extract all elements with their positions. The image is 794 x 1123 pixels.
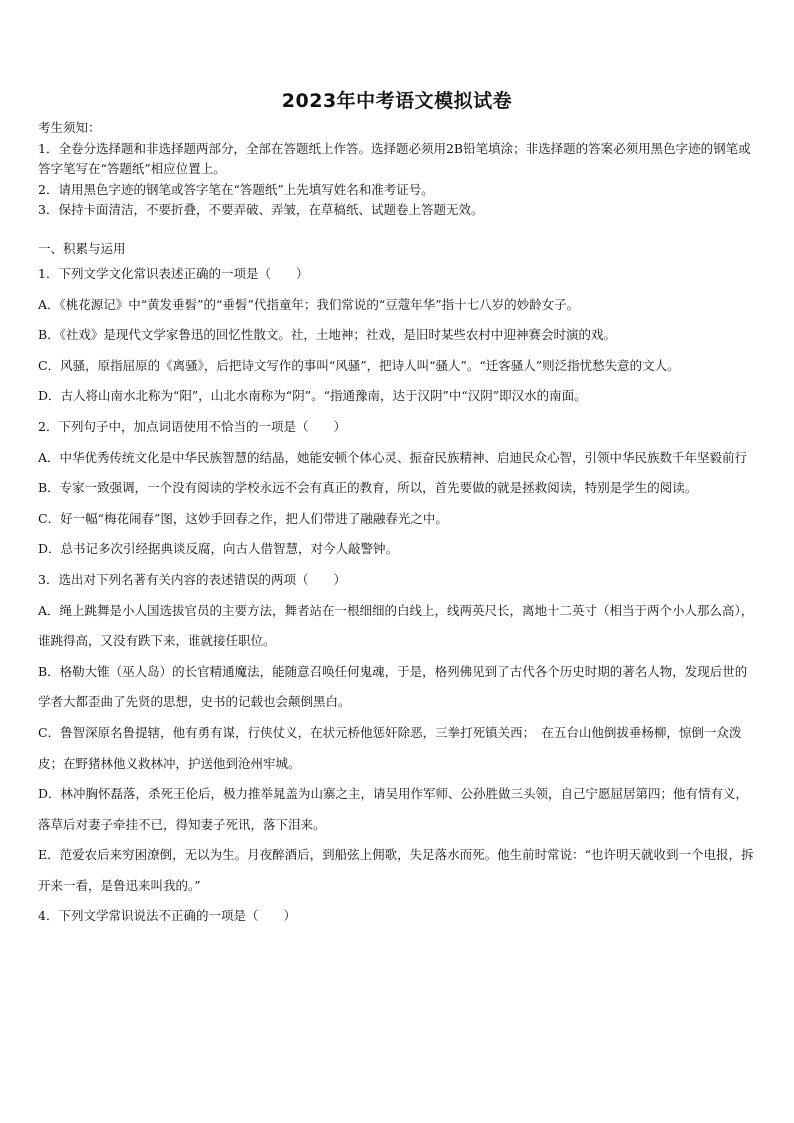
question-3	[38, 565, 756, 902]
page-content	[38, 118, 756, 932]
notice-item-2: 2．请用黑色字迹的钢笔或答字笔在“答题纸”上先填写姓名和准考证号。	[38, 181, 434, 197]
option-e: E．范爱农后来穷困潦倒，无以为生。月夜醉酒后，到船弦上佣歌，失足落水而死。他生前时常说：“也许明天就收到一个电报，拆开来一看，是鲁迅来叫我的。”	[38, 847, 754, 893]
question-1	[38, 259, 756, 412]
notice-item-1: 1．全卷分选择题和非选择题两部分，全部在答题纸上作答。选择题必须用2B铅笔填涂；非选择题的答案必须用黑色字迹的钢笔或答字笔写在“答题纸”相应位置上。	[38, 140, 751, 176]
question-4	[38, 901, 756, 932]
option-d: D．古人将山南水北称为“阳”，山北水南称为“阴”。“指通豫南，达于汉阴”中“汉阴”即汉水的南面。	[38, 388, 587, 404]
option-b: B．格勒大锥（巫人岛）的长官精通魔法，能随意召唤任何鬼魂，于是，格列佛见到了古代各个历史时期的著名人物，发现后世的学者大都歪曲了先贤的思想，史书的记载也会颠倒黑白。	[38, 663, 748, 710]
question-stem: 4．下列文学常识说法不正确的一项是（ ）	[38, 908, 296, 924]
option-b: B．专家一致强调，一个没有阅读的学校永远不会有真正的教育，所以，首先要做的就是拯救阅读，特别是学生的阅读。	[38, 480, 698, 496]
question-stem: 1．下列文学文化常识表述正确的一项是（ ）	[38, 266, 309, 281]
option-c: C．鲁智深原名鲁提辖，他有勇有谋，行侠仗义，在状元桥他惩奸除恶，三拳打死镇关西； 在五台山他倒拔垂杨柳，惊倒一众泼皮；在野猪林他义救林冲，护送他到沧州牢城。	[38, 724, 742, 771]
option-c: C．好一幅“梅花闹春”图，这妙手回春之作，把人们带进了融融春光之中。	[38, 510, 448, 526]
question-stem: 3．选出对下列名著有关内容的表述错误的两项（ ）	[38, 571, 346, 587]
option-a: A．绳上跳舞是小人国选拔官员的主要方法，舞者站在一根细细的白线上，线两英尺长，离地十二英寸（相当于两个小人那么高），谁跳得高，又没有跌下来，谁就接任职位。	[38, 602, 754, 649]
notice-heading: 考生须知：	[38, 120, 101, 135]
question-stem: 2．下列句子中，加点词语使用不恰当的一项是（ ）	[38, 418, 346, 434]
option-a: A．《桃花源记》中“黄发垂髫”的“垂髫”代指童年；我们常说的“豆蔻年华”指十七八岁的妙龄女子。	[38, 296, 580, 312]
option-b: B．《社戏》是现代文学家鲁迅的回忆性散文。社，土地神；社戏，是旧时某些农村中迎神赛会时演的戏。	[38, 327, 616, 343]
option-c: C．风骚，原指屈原的《离骚》，后把诗文写作的事叫“风骚”，把诗人叫“骚人”。“迁客骚人”则泛指忧愁失意的文人。	[38, 357, 680, 373]
option-d: D．林冲胸怀磊落，杀死王伦后，极力推举晁盖为山寨之主，请吴用作军师、公孙胜做三头领，自己宁愿屈居第四；他有情有义，落草后对妻子牵挂不已，得知妻子死讯，落下泪来。	[38, 786, 749, 832]
page-title: 2023年中考语文模拟试卷	[281, 90, 513, 112]
option-a: A．中华优秀传统文化是中华民族智慧的结晶，她能安顿个体心灵、振奋民族精神、启迪民众心智，引领中华民族数千年坚毅前行	[38, 449, 748, 465]
question-2	[38, 412, 756, 565]
notice-block	[38, 118, 756, 221]
option-d: D．总书记多次引经据典谈反腐，向古人借智慧，对今人敲警钟。	[38, 541, 399, 557]
notice-item-3: 3．保持卡面清洁，不要折叠，不要弄破、弄皱，在草稿纸、试题卷上答题无效。	[38, 202, 484, 217]
section-title: 一、积累与运用	[38, 240, 126, 256]
